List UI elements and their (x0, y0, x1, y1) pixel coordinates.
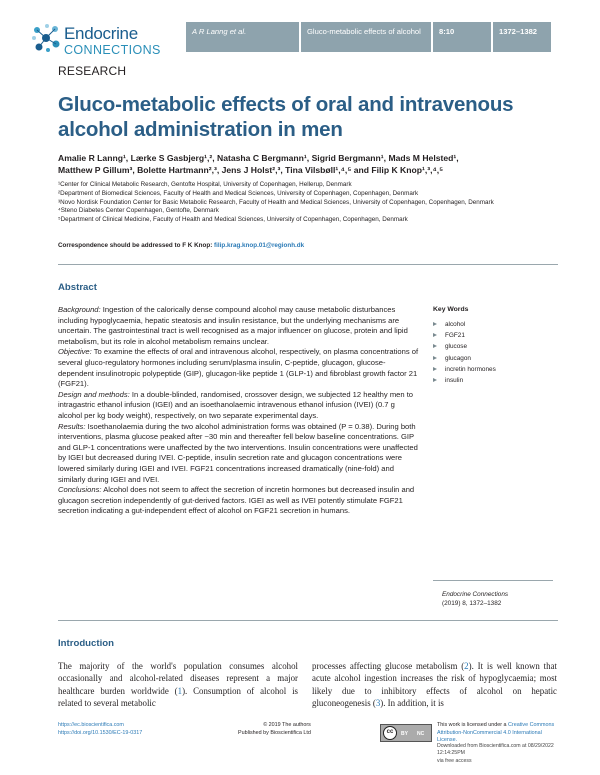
triangle-bullet-icon (433, 367, 437, 371)
keywords-box (433, 306, 553, 386)
keyword-item: alcohol (433, 319, 553, 330)
cc-license-badge[interactable] (380, 724, 432, 742)
molecule-logo-icon (30, 22, 62, 54)
keywords-list (433, 319, 553, 386)
background-text: Ingestion of the calorically dense compound alcohol may cause metabolic disturbances including hypoglycaemia, hepatic steatosis and insulin resistance, but the underlying mechanisms are uncertain. The gastrointestinal tract is well recognised as a major influencer on glucose, protein and lipid metabolism, but its role in alcohol metabolism remains unclear. (58, 305, 408, 346)
license-link[interactable]: Creative Commons Attribution-NonCommercial 4.0 International License. (437, 722, 555, 743)
correspondence (58, 242, 558, 249)
keyword-item: incretin hormones (433, 364, 553, 375)
author-list (58, 152, 558, 176)
design-label: Design and methods: (58, 389, 130, 399)
results-text: Isoethanolaemia during the two alcohol administration forms was obtained (P = 0.38). During both interventions, plasma glucose peaked after ~30 min and thereafter fell below baseline concentrations. GIP and GLP-1 concentrations were unaffected by the two interventions. Insulin concentrations were unaffected by IGEI but decreased during IVEI. C-peptide, insulin secretion rate and glucagon concentrations were lowered similarly during IGEI and IVEI. FGF21 concentrations increased dramatically (nine-fold) and similarly during IGEI and IVEI. (58, 421, 418, 484)
license-notice: This work is licensed under a Creative Commons Attribution-NonCommercial 4.0 International License. (437, 722, 555, 743)
keyword-item: glucose (433, 341, 553, 352)
correspondence-email-link[interactable]: filip.krag.knop.01@regionh.dk (214, 242, 305, 249)
article-title: Gluco-metabolic effects of oral and intravenous alcohol administration in men (58, 93, 514, 141)
divider (58, 620, 558, 621)
journal-url-link[interactable]: https://ec.bioscientifica.com (58, 722, 124, 728)
divider (433, 580, 553, 581)
affiliation: ²Department of Biomedical Sciences, Faculty of Health and Medical Sciences, University of Copenhagen, Copenhagen, Denmark (58, 189, 419, 197)
author-line-2: Matthew P Gillum³, Bolette Hartmann²,³, Jens J Holst²,³, Tina Vilsbøll¹,⁴,⁵ and Filip K Knop¹,³,⁴,⁵ (58, 165, 444, 176)
keyword-item: FGF21 (433, 330, 553, 341)
journal-logo (30, 22, 190, 64)
affiliation: ⁵Department of Clinical Medicine, Faculty of Health and Medical Sciences, University of Copenhagen, Copenhagen, Denmark (58, 216, 408, 224)
divider (58, 264, 558, 265)
journal-ref-name: Endocrine Connections (442, 591, 509, 598)
conclusions-text: Alcohol does not seem to affect the secretion of incretin hormones but decreased insulin and glucagon secretion independently of gut-derived factors. IGEI as well as IVEI potently stimulate FGF21 secretion indicating a gut-independent effect of alcohol on FGF21 secretion in humans. (58, 485, 415, 516)
header-author: A R Lanng et al. (186, 22, 299, 52)
abstract-design (58, 390, 420, 422)
affiliations (58, 181, 548, 225)
affiliation: ³Novo Nordisk Foundation Center for Basic Metabolic Research, Faculty of Health and Medical Sciences, University of Copenhagen, Copenhagen, Denmark (58, 198, 494, 206)
doi-link[interactable]: https://doi.org/10.1530/EC-19-0317 (58, 729, 143, 736)
reference-link[interactable]: 3 (375, 698, 381, 709)
journal-reference (442, 590, 552, 608)
abstract-results (58, 422, 420, 486)
journal-name-line2: CONNECTIONS (64, 43, 161, 57)
keywords-title: Key Words (433, 306, 469, 313)
triangle-bullet-icon (433, 356, 437, 360)
article-type: RESEARCH (58, 64, 127, 78)
triangle-bullet-icon (433, 322, 437, 326)
abstract-heading: Abstract (58, 282, 97, 293)
footer-copyright (238, 722, 311, 737)
journal-name-line1: Endocrine (64, 24, 138, 43)
cc-by-label: BY (401, 731, 408, 737)
header-pages: 1372–1382 (493, 22, 551, 52)
header-volume: 8:10 (433, 22, 491, 52)
objective-label: Objective: (58, 347, 92, 357)
triangle-bullet-icon (433, 344, 437, 348)
abstract-conclusions (58, 485, 420, 517)
abstract-background (58, 305, 420, 347)
design-text: In a double-blinded, randomised, crossover design, we subjected 12 healthy men to intragastric ethanol infusion (IGEI) and an isoethanolaemic intravenous ethanol infusion (IVEI) (0.7 g alcohol per kg body weight), respectively, on two separate experimental days. (58, 389, 414, 420)
conclusions-label: Conclusions: (58, 485, 102, 495)
affiliation: ¹Center for Clinical Metabolic Research, Gentofte Hospital, University of Copenhagen, Hellerup, Denmark (58, 181, 352, 188)
creative-commons-icon: cc (383, 726, 397, 740)
triangle-bullet-icon (433, 333, 437, 337)
introduction-heading: Introduction (58, 638, 114, 649)
download-notice: Downloaded from Bioscientifica.com at 08/29/2022 12:14:25PM via free access (437, 743, 554, 764)
triangle-bullet-icon (433, 378, 437, 382)
reference-link[interactable]: 1 (177, 685, 183, 696)
journal-ref-citation: (2019) 8, 1372–1382 (442, 600, 502, 607)
correspondence-label: Correspondence should be addressed to F K Knop: (58, 242, 213, 249)
keyword-item: insulin (433, 375, 553, 386)
abstract-body (58, 305, 420, 517)
header-running-title: Gluco-metabolic effects of alcohol (301, 22, 431, 52)
affiliation: ⁴Steno Diabetes Center Copenhagen, Gentofte, Denmark (58, 207, 219, 215)
reference-link[interactable]: 2 (464, 661, 469, 671)
introduction-right-column: processes affecting glucose metabolism (2). It is well known that acute alcohol ingestion increases the risk of hypoglycaemia; most likely due to inhibitory effects of alcohol on hepatic gluconeogenesis (3). In addition, it is (312, 661, 557, 709)
results-label: Results: (58, 421, 86, 431)
introduction-left-column: The majority of the world's population consumes alcohol occasionally and alcohol-related diseases represent a major healthcare burden worldwide (1). Consumption of alcohol is related to several metabolic (58, 661, 299, 709)
author-line-1: Amalie R Lanng¹, Lærke S Gasbjerg¹,², Natasha C Bergmann¹, Sigrid Bergmann¹, Mads M Helsted¹, (58, 153, 459, 163)
abstract-objective (58, 347, 420, 389)
keyword-item: glucagon (433, 353, 553, 364)
copyright-text: © 2019 The authors (263, 722, 311, 728)
objective-text: To examine the effects of oral and intravenous alcohol, respectively, on plasma concentrations of several gluco-regulatory hormones including serum/plasma insulin, C-peptide, glucagon, glucose-dependent insulinotropic polypeptide (GIP), glucagon-like peptide 1 (GLP-1) and fibroblast growth factor 21 (FGF21). (58, 347, 419, 389)
publisher-text: Published by Bioscientifica Ltd (238, 729, 311, 736)
footer-links (58, 722, 142, 737)
background-label: Background: (58, 305, 101, 314)
cc-nc-label: NC (417, 731, 425, 737)
